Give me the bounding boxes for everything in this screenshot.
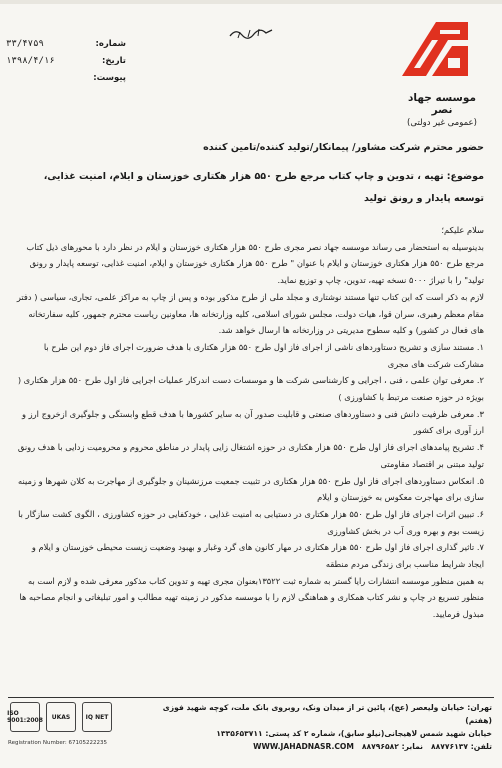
jahad-nasr-logo-icon — [396, 18, 474, 84]
list-item: ۲. معرفی توان علمی ، فنی ، اجرایی و کارشناسی شرکت ها و موسسات دست اندرکار عملیات اجرایی فاز اول طرح ۵۵۰ هزار هکتاری ( بویژه در حوزه صنعت مرتبط با کشاورزی ) — [17, 375, 484, 403]
bismillah-calligraphy-icon — [228, 24, 274, 42]
fax-number: ۸۸۷۹۶۵۸۲ — [361, 742, 399, 751]
meta-label: پیوست: — [93, 73, 126, 83]
paragraph-intro: بدینوسیله به استحضار می رساند موسسه جهاد نصر مجری طرح ۵۵۰ هزار هکتاری خوزستان و ایلام در نظر دارد با محورهای ذیل کتاب مرجع طرح ۵۵۰ هزار هکتاری خوزستان و ایلام با عنوان " طرح ۵۵۰ هزار هکتاری خوزستان و ایلام، امنیت غذایی، توسعه پایدار و رونق تولید" را با تیراژ ۵۰۰۰ نسخه تهیه، تدوین، چاپ و توزیع نماید. — [26, 241, 484, 286]
footer-address-2 — [162, 727, 492, 740]
list-item: ۱. مستند سازی و تشریح دستاوردهای ناشی از اجرای فاز اول طرح ۵۵۰ هزار هکتاری با هدف ضرورت اجرای فاز دوم این طرح با مشارکت شرکت های مجری — [43, 341, 484, 369]
phone-number: ۸۸۷۷۶۱۳۷ — [430, 742, 469, 751]
iqnet-cert-icon: IQ NET — [82, 702, 112, 732]
iso-cert-icon: ISO 9001:2008 — [10, 702, 40, 732]
org-name: موسسه جهاد نصر — [408, 92, 476, 116]
ukas-cert-icon: UKAS — [46, 702, 76, 732]
meta-row-number — [6, 36, 126, 53]
fax-label: نمابر: — [401, 742, 424, 751]
org-logo — [396, 18, 488, 128]
footer-address-1: تهران: خیابان ولیعصر (عج)، پائین تر از میدان ونک، روبروی بانک ملت، کوچه شهید فوزی (هفتم) — [162, 703, 492, 725]
subject-text: تهیه ، تدوین و چاپ کتاب مرجع طرح ۵۵۰ هزار هکتاری خوزستان و ایلام، امنیت غذایی، توسعه پایدار و رونق تولید — [43, 171, 484, 204]
meta-label: شماره: — [95, 39, 126, 49]
letter-body — [14, 222, 484, 623]
certification-badges — [7, 702, 112, 732]
meta-value: ۱۳۹۸/۴/۱۶ — [6, 56, 55, 66]
subject-label: موضوع: — [446, 171, 484, 182]
list-item: ۶. تبیین اثرات اجرای فاز اول طرح ۵۵۰ هزار هکتاری در دستیابی به امنیت غذایی ، خودکفایی در حوزه کشاورزی ، الگوی کشت سازگار با زیست بوم و بهره وری آب در بخش کشاورزی — [18, 508, 484, 536]
footer-contact — [162, 701, 492, 753]
footer-address-street: خیابان شهید شمس لاهیجانی(نیلو سابق)، شماره ۲ — [303, 729, 492, 738]
list-item: ۴. تشریح پیامدهای اجرای فاز اول طرح ۵۵۰ هزار هکتاری در حوزه اشتغال زایی پایدار در مناطق محروم و محرومیت زدایی با هدف رونق تولید مبتنی بر اقتصاد مقاومتی — [17, 442, 484, 469]
meta-label: تاریخ: — [102, 56, 126, 66]
registration-number: Registration Number: 67105222235 — [8, 740, 108, 746]
greeting: سلام علیکم؛ — [441, 225, 484, 235]
paragraph-distribution: لازم به ذکر است که این کتاب تنها مستند نوشتاری و مجلد ملی از طرح مذکور بوده و پس از چاپ به مراکز علمی، تجاری، سیاسی ( دفتر مقام معظم رهبری، سران قوا، هیات دولت، مجلس شورای اسلامی، کلیه وزارتخانه ها، معاونین ریاست محترم جمهور، کلیه سفارتخانه های فعال در کشور) و کلیه سطوح مدیریتی در وزارتخانه ها ارسال خواهد شد. — [16, 291, 484, 336]
closing-paragraph: به همین منظور موسسه انتشارات رایا گستر به شماره ثبت ۱۳۵۲۲بعنوان مجری تهیه و تدوین کتاب مذکور معرفی شده و لازم است به منظور تسریع در چاپ و نشر کتاب همکاری و هماهنگی لازم را با موسسه مذکور در زمینه تهیه مطالب و امور تبلیغاتی و انجام مصاحبه ها مبذول فرمایید. — [19, 575, 484, 620]
letter-meta — [6, 36, 126, 87]
list-item: ۳. معرفی ظرفیت دانش فنی و دستاوردهای صنعتی و قابلیت صدور آن به سایر کشورها با هدف قطع وابستگی و جلوگیری ازخروج ارز و ارز آوری برای کشور — [22, 408, 484, 436]
scan-edge — [0, 0, 502, 4]
footer-phones — [162, 740, 492, 753]
list-item: ۷. تاثیر گذاری اجرای فاز اول طرح ۵۵۰ هزار هکتاری در مهار کانون های گرد وغبار و بهبود وضعیت زیست محیطی خوزستان و ایلام و ایجاد شرایط مناسب برای زندگی مردم منطقه — [31, 542, 484, 570]
org-subtitle: (عمومی غیر دولتی) — [407, 118, 477, 128]
meta-row-attachment — [6, 70, 126, 87]
addressee: حضور محترم شرکت مشاور/ پیمانکار/تولید کننده/تامین کننده — [203, 142, 484, 153]
subject-block — [14, 166, 484, 210]
postal-label: کد پستی: — [265, 729, 302, 738]
website-link[interactable]: WWW.JAHADNASR.COM — [253, 742, 354, 751]
postal-code: ۱۳۳۵۶۵۳۷۱۱ — [216, 729, 263, 738]
phone-label: تلفن: — [470, 742, 492, 751]
meta-row-date — [6, 53, 126, 70]
footer-divider — [8, 697, 494, 698]
meta-value: ۳۳/۴۷۵۹ — [6, 39, 44, 49]
list-item: ۵. انعکاس دستاوردهای اجرای فاز اول طرح ۵۵۰ هزار هکتاری در تثبیت جمعیت مرزنشینان و جلوگیری از مهاجرت به کلان شهرها و زمینه سازی برای مهاجرت معکوس به خوزستان و ایلام — [18, 475, 484, 503]
